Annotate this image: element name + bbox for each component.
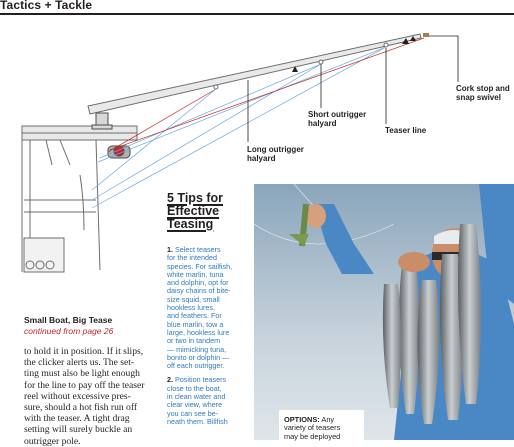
tip-line: clear view, where [167,400,223,410]
caption-label: OPTIONS: [284,415,320,424]
caption-line: may be deployed [284,431,341,441]
callout-short-outrigger [308,110,366,128]
callout-line: Teaser line [385,126,427,135]
callout-line: Short outrigger [308,110,367,119]
body-line: the clicker alerts us. The set- [24,357,135,369]
tip-line: and dolphin, opt for [167,278,229,288]
tip-line: white marlin, tuna [167,269,224,279]
caption-line: Any [321,415,335,424]
body-line: to hold it in position. If it slips, [24,346,144,357]
callout-line: halyard [247,154,276,163]
callout-line: Cork stop and [456,84,510,93]
tip-line: neath them. Billfish [167,416,228,426]
callout-line: snap swivel [456,93,501,102]
callout-cork-stop [456,84,510,102]
tip-number: 1. [167,245,173,254]
caption-line: variety of teasers [284,423,341,433]
callout-line: halyard [308,119,337,128]
tip-item-1 [167,246,247,370]
tip-line: close to the boat, [167,383,222,393]
sidebar-body [24,346,158,447]
outrigger-pole-illustration [88,34,421,114]
sidebar-title: Small Boat, Big Tease [24,315,113,325]
tips-title-line: Effective [167,204,220,218]
header-rule [0,13,514,15]
section-title: Tactics + Tackle [0,0,93,12]
halyard-lines [92,38,427,208]
tip-line: large, hookless lure [167,327,230,337]
tip-line: you can see be- [167,408,219,418]
tip-line: and feathers. For [167,311,222,321]
tip-line: size squid, small [167,294,220,304]
tip-line: — mimicking tuna, [167,344,227,354]
tips-title-line: 5 Tips for [167,191,224,205]
body-line: for the line to pay off the teaser [24,379,145,391]
angler-photo [254,184,514,440]
tip-line: daisy chains of bite- [167,286,231,296]
tips-title [167,192,247,231]
continued-link[interactable]: continued from page 26 [24,326,114,336]
body-line: ting must also be light enough [24,368,140,380]
tips-list [167,246,247,426]
tip-line: blue marlin, tow a [167,319,224,329]
tip-line: off each outrigger. [167,361,225,371]
body-line: with the teaser. A tight drag [24,413,130,425]
tip-line: species. For sailfish, [167,261,233,271]
tip-line: Position teasers [175,375,227,385]
callout-long-outrigger [247,145,304,163]
tip-line: hookless lures, [167,303,215,313]
tip-line: Select teasers [175,245,221,254]
tip-line: bonito or dolphin — [167,352,230,362]
callout-teaser-line [385,126,426,135]
photo-caption [279,410,364,446]
body-line: setting will surely buckle an [24,424,133,436]
tips-box [167,191,247,426]
body-line: reel without excessive pres- [24,390,131,402]
body-line: outrigger pole. [24,435,81,447]
body-line: sure, should a hot fish run off [24,402,138,414]
tips-title-line: Teasing [167,217,214,231]
tip-line: or two in tandem [167,336,221,346]
callout-line: Long outrigger [247,145,304,154]
tip-item-2 [167,376,247,426]
tip-line: for the intended [167,253,217,263]
tip-line: in clean water and [167,392,226,402]
angler-photo-image [254,184,514,440]
tip-number: 2. [167,375,173,385]
